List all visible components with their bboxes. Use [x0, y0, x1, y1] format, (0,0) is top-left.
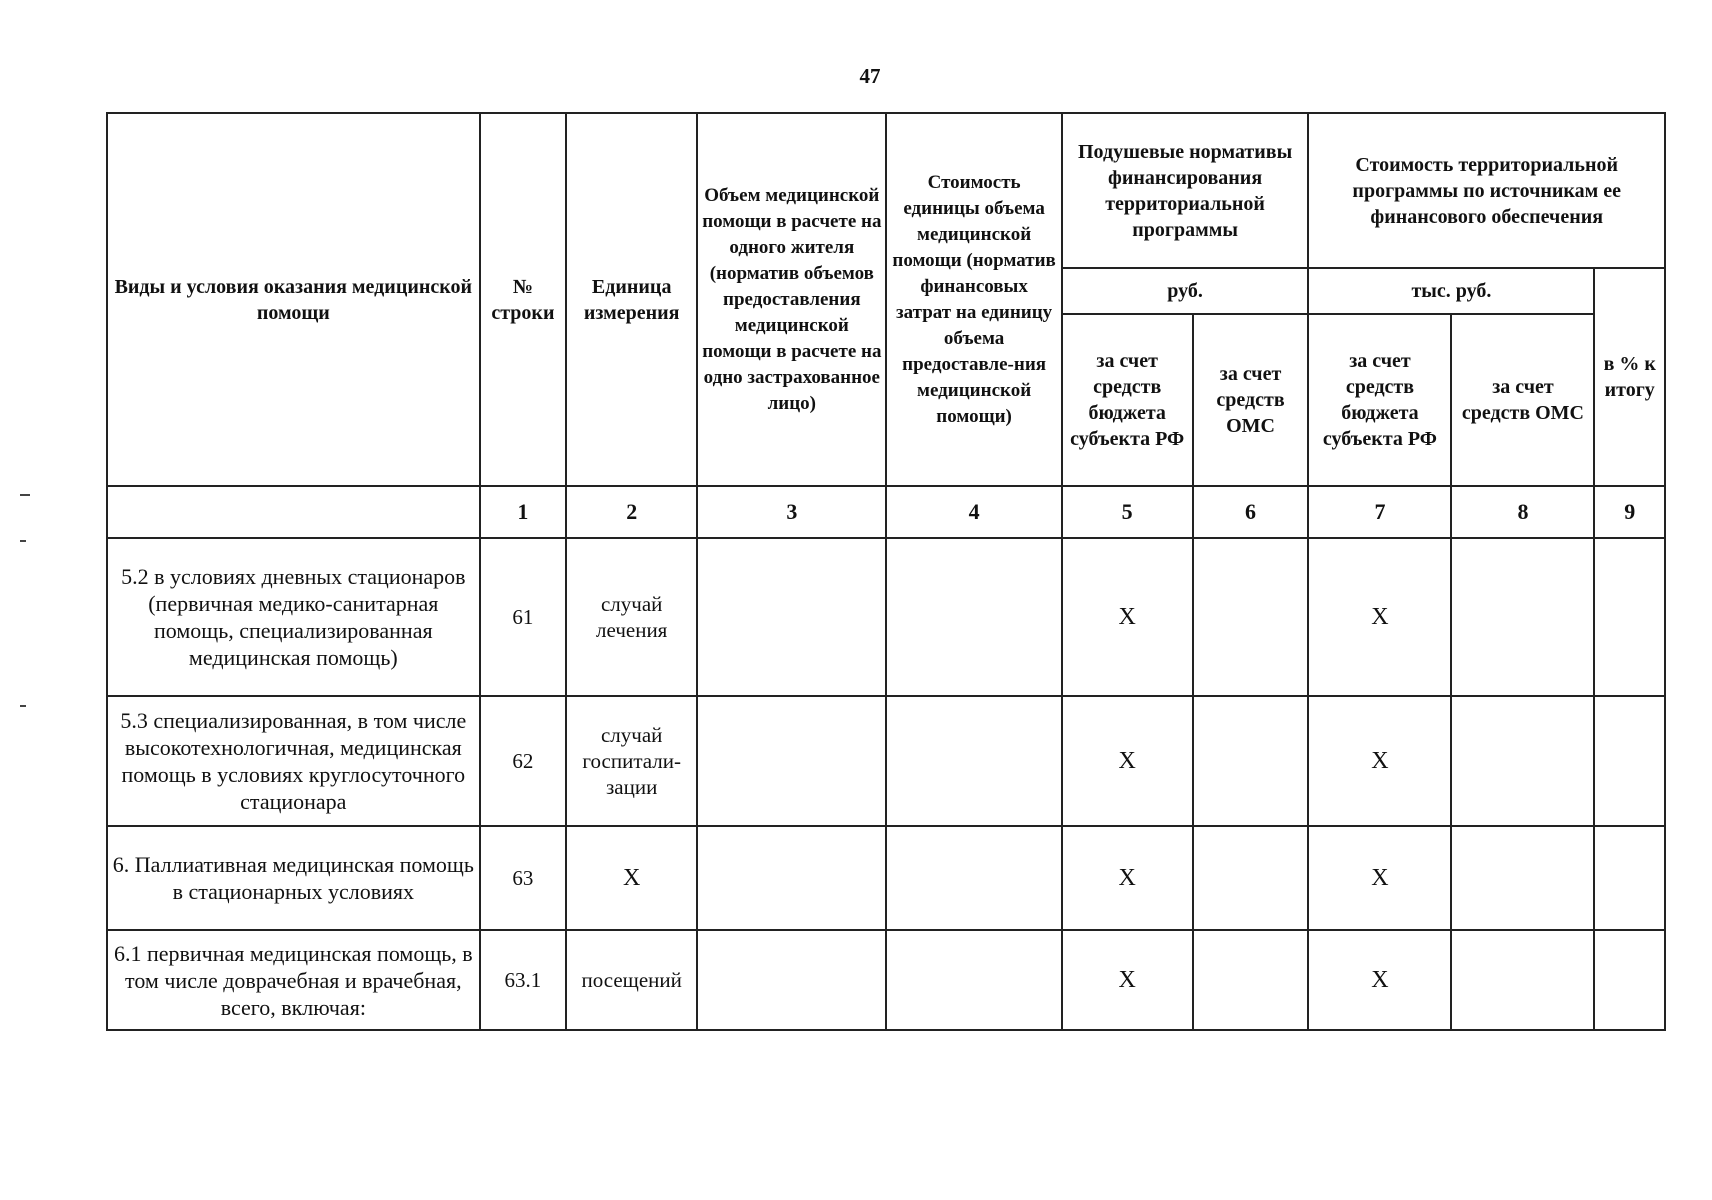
header-oms: за счет средств ОМС [1193, 314, 1309, 486]
header-program-cost-group: Стоимость территориальной программы по источникам ее финансового обеспечения [1308, 113, 1665, 268]
cell-budget-rf: Х [1062, 696, 1193, 826]
row-number: 61 [480, 538, 567, 696]
row-name: 6.1 первичная медицинская помощь, в том числе доврачебная и врачебная, всего, включая: [107, 930, 480, 1030]
cell-volume [697, 696, 886, 826]
column-number: 1 [480, 486, 567, 538]
cell-oms-8 [1451, 826, 1594, 930]
cell-budget-rf-7: Х [1308, 826, 1451, 930]
row-name: 6. Паллиативная медицинская помощь в стационарных условиях [107, 826, 480, 930]
cell-budget-rf: Х [1062, 930, 1193, 1030]
cell-percent [1594, 826, 1665, 930]
cell-cost [886, 826, 1061, 930]
row-unit: случай лечения [566, 538, 697, 696]
column-number: 5 [1062, 486, 1193, 538]
header-oms-8: за счет средств ОМС [1451, 314, 1594, 486]
header-volume: Объем медицинской помощи в расчете на одного жителя (норматив объемов предоставления медицинской помощи в расчете на одно застрахованное лицо) [697, 113, 886, 486]
column-number: 9 [1594, 486, 1665, 538]
row-number: 62 [480, 696, 567, 826]
column-number: 6 [1193, 486, 1309, 538]
cell-percent [1594, 696, 1665, 826]
column-number: 4 [886, 486, 1061, 538]
column-number: 7 [1308, 486, 1451, 538]
header-unit: Единица измерения [566, 113, 697, 486]
cell-cost [886, 538, 1061, 696]
margin-mark [20, 540, 26, 542]
cell-oms [1193, 930, 1309, 1030]
table-row [107, 930, 1665, 1030]
cell-percent [1594, 930, 1665, 1030]
header-unit-rub: руб. [1062, 268, 1309, 314]
cell-oms-8 [1451, 538, 1594, 696]
column-number: 8 [1451, 486, 1594, 538]
row-unit: Х [566, 826, 697, 930]
margin-mark [20, 494, 30, 496]
cell-budget-rf: Х [1062, 538, 1193, 696]
margin-mark [20, 705, 26, 707]
cell-volume [697, 930, 886, 1030]
header-row-no: № строки [480, 113, 567, 486]
table-row [107, 538, 1665, 696]
header-per-capita-group: Подушевые нормативы финансирования территориальной программы [1062, 113, 1309, 268]
cell-oms-8 [1451, 930, 1594, 1030]
cell-oms [1193, 826, 1309, 930]
cell-volume [697, 538, 886, 696]
cell-cost [886, 930, 1061, 1030]
column-number-blank [107, 486, 480, 538]
cell-percent [1594, 538, 1665, 696]
row-number: 63 [480, 826, 567, 930]
cell-oms [1193, 538, 1309, 696]
row-unit: случай госпитали-зации [566, 696, 697, 826]
cell-budget-rf-7: Х [1308, 696, 1451, 826]
header-budget-rf-7: за счет средств бюджета субъекта РФ [1308, 314, 1451, 486]
row-name: 5.3 специализированная, в том числе высокотехнологичная, медицинская помощь в условиях круглосуточного стационара [107, 696, 480, 826]
header-unit-thousand-rub: тыс. руб. [1308, 268, 1594, 314]
header-budget-rf: за счет средств бюджета субъекта РФ [1062, 314, 1193, 486]
cell-cost [886, 696, 1061, 826]
page-number: 47 [859, 64, 881, 88]
cell-budget-rf: Х [1062, 826, 1193, 930]
cell-budget-rf-7: Х [1308, 930, 1451, 1030]
table-row [107, 826, 1665, 930]
cell-oms-8 [1451, 696, 1594, 826]
header-cost: Стоимость единицы объема медицинской помощи (норматив финансовых затрат на единицу объема предоставле-ния медицинской помощи) [886, 113, 1061, 486]
column-number: 2 [566, 486, 697, 538]
table-row [107, 696, 1665, 826]
financing-table [106, 112, 1666, 1031]
header-percent: в % к итогу [1594, 268, 1665, 486]
cell-budget-rf-7: Х [1308, 538, 1451, 696]
row-name: 5.2 в условиях дневных стационаров (первичная медико-санитарная помощь, специализированная медицинская помощь) [107, 538, 480, 696]
cell-volume [697, 826, 886, 930]
row-unit: посещений [566, 930, 697, 1030]
cell-oms [1193, 696, 1309, 826]
column-number: 3 [697, 486, 886, 538]
row-number: 63.1 [480, 930, 567, 1030]
header-type: Виды и условия оказания медицинской помощи [107, 113, 480, 486]
